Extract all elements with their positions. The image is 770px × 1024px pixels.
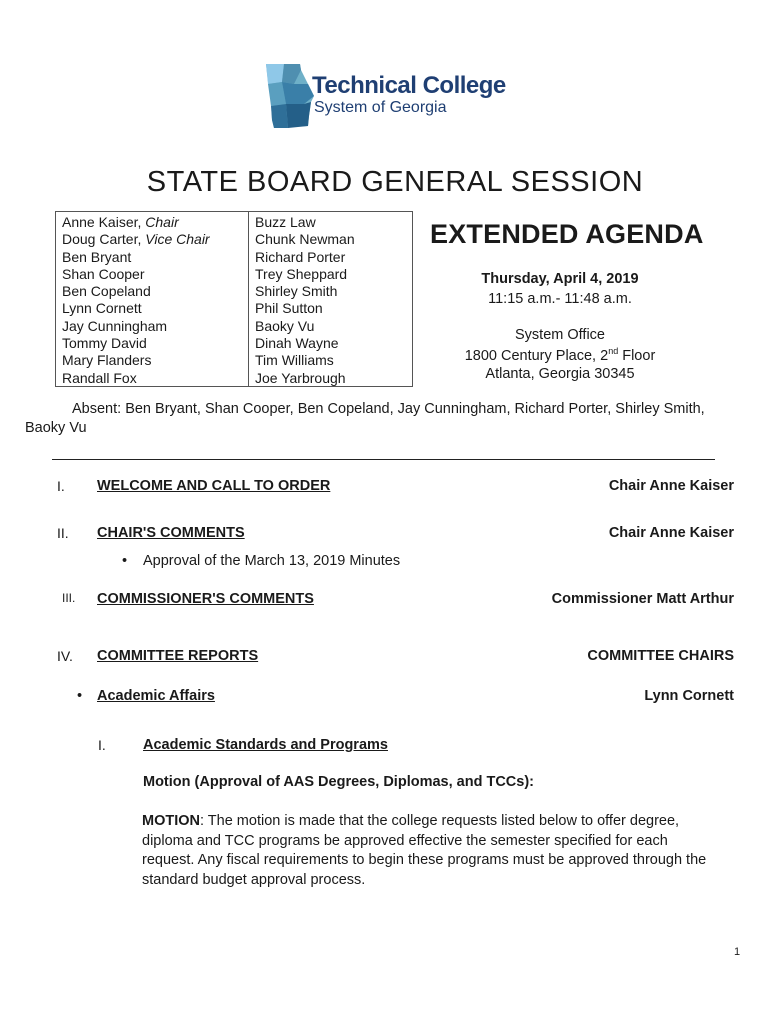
members-column-1 — [62, 214, 242, 387]
meeting-address: 1800 Century Place, 2nd Floor — [464, 346, 656, 364]
minutes-approval-item: Approval of the March 13, 2019 Minutes — [143, 553, 401, 569]
member-name: Phil Sutton — [255, 300, 323, 317]
absent-members: Absent: Ben Bryant, Shan Cooper, Ben Copeland, Jay Cunningham, Richard Porter, Shirley Smith, Baoky Vu — [25, 401, 705, 436]
member-name: Anne Kaiser, Chair — [62, 214, 179, 230]
presenter: Chair Anne Kaiser — [608, 525, 734, 541]
members-column-2 — [248, 212, 408, 386]
item-number: I. — [98, 737, 106, 753]
presenter: Chair Anne Kaiser — [608, 478, 734, 494]
member-name: Joe Yarbrough — [255, 369, 346, 386]
member-name: Randall Fox — [62, 369, 137, 386]
board-members-table — [55, 211, 413, 387]
member-name: Shan Cooper — [62, 265, 145, 282]
agenda-item-committee-reports: COMMITTEE REPORTS — [97, 648, 259, 664]
meeting-location: System Office — [515, 327, 605, 343]
member-name: Mary Flanders — [62, 352, 152, 369]
logo-title: Technical College — [312, 72, 506, 99]
extended-agenda-heading: EXTENDED AGENDA — [430, 219, 704, 249]
member-name: Dinah Wayne — [255, 335, 339, 352]
item-number: II. — [57, 525, 69, 541]
member-name: Ben Bryant — [62, 248, 132, 265]
meeting-time: 11:15 a.m.- 11:48 a.m. — [488, 291, 632, 307]
meeting-date: Thursday, April 4, 2019 — [481, 271, 639, 287]
bullet-icon: • — [122, 553, 128, 569]
member-name: Buzz Law — [255, 214, 316, 230]
presenter: Lynn Cornett — [644, 688, 734, 704]
academic-standards-heading: Academic Standards and Programs — [143, 737, 388, 753]
member-name: Shirley Smith — [255, 283, 338, 300]
motion-heading: Motion (Approval of AAS Degrees, Diplomas, and TCCs): — [143, 774, 534, 790]
presenter: COMMITTEE CHAIRS — [587, 648, 734, 664]
presenter: Commissioner Matt Arthur — [551, 591, 734, 607]
member-name: Lynn Cornett — [62, 300, 142, 317]
agenda-item-chairs-comments: CHAIR'S COMMENTS — [97, 525, 245, 541]
bullet-icon: • — [77, 688, 83, 704]
agenda-item-welcome: WELCOME AND CALL TO ORDER — [97, 478, 331, 494]
member-name: Jay Cunningham — [62, 317, 168, 334]
academic-affairs-heading: Academic Affairs — [97, 688, 215, 704]
motion-paragraph: MOTION: The motion is made that the college requests listed below to offer degree, diploma and TCC programs be approved effective the semester specified for each request. Any fiscal requirements to begin these programs must be approved through the standard budget approval process. — [142, 813, 707, 888]
item-number: III. — [62, 591, 76, 605]
divider — [52, 459, 715, 460]
item-number: I. — [57, 478, 65, 494]
member-name: Baoky Vu — [255, 317, 315, 334]
item-number: IV. — [57, 648, 73, 664]
member-name: Tommy David — [62, 335, 147, 352]
meeting-city: Atlanta, Georgia 30345 — [485, 366, 635, 382]
member-name: Tim Williams — [255, 352, 334, 369]
page-number: 1 — [734, 946, 741, 958]
member-name: Ben Copeland — [62, 283, 151, 300]
logo-subtitle: System of Georgia — [314, 99, 447, 116]
page-title: STATE BOARD GENERAL SESSION — [146, 166, 644, 198]
member-name: Trey Sheppard — [255, 265, 348, 282]
member-name: Richard Porter — [255, 248, 346, 265]
member-name: Chunk Newman — [255, 231, 355, 248]
agenda-item-commissioners-comments: COMMISSIONER'S COMMENTS — [97, 591, 314, 607]
member-name: Doug Carter, Vice Chair — [62, 231, 210, 248]
